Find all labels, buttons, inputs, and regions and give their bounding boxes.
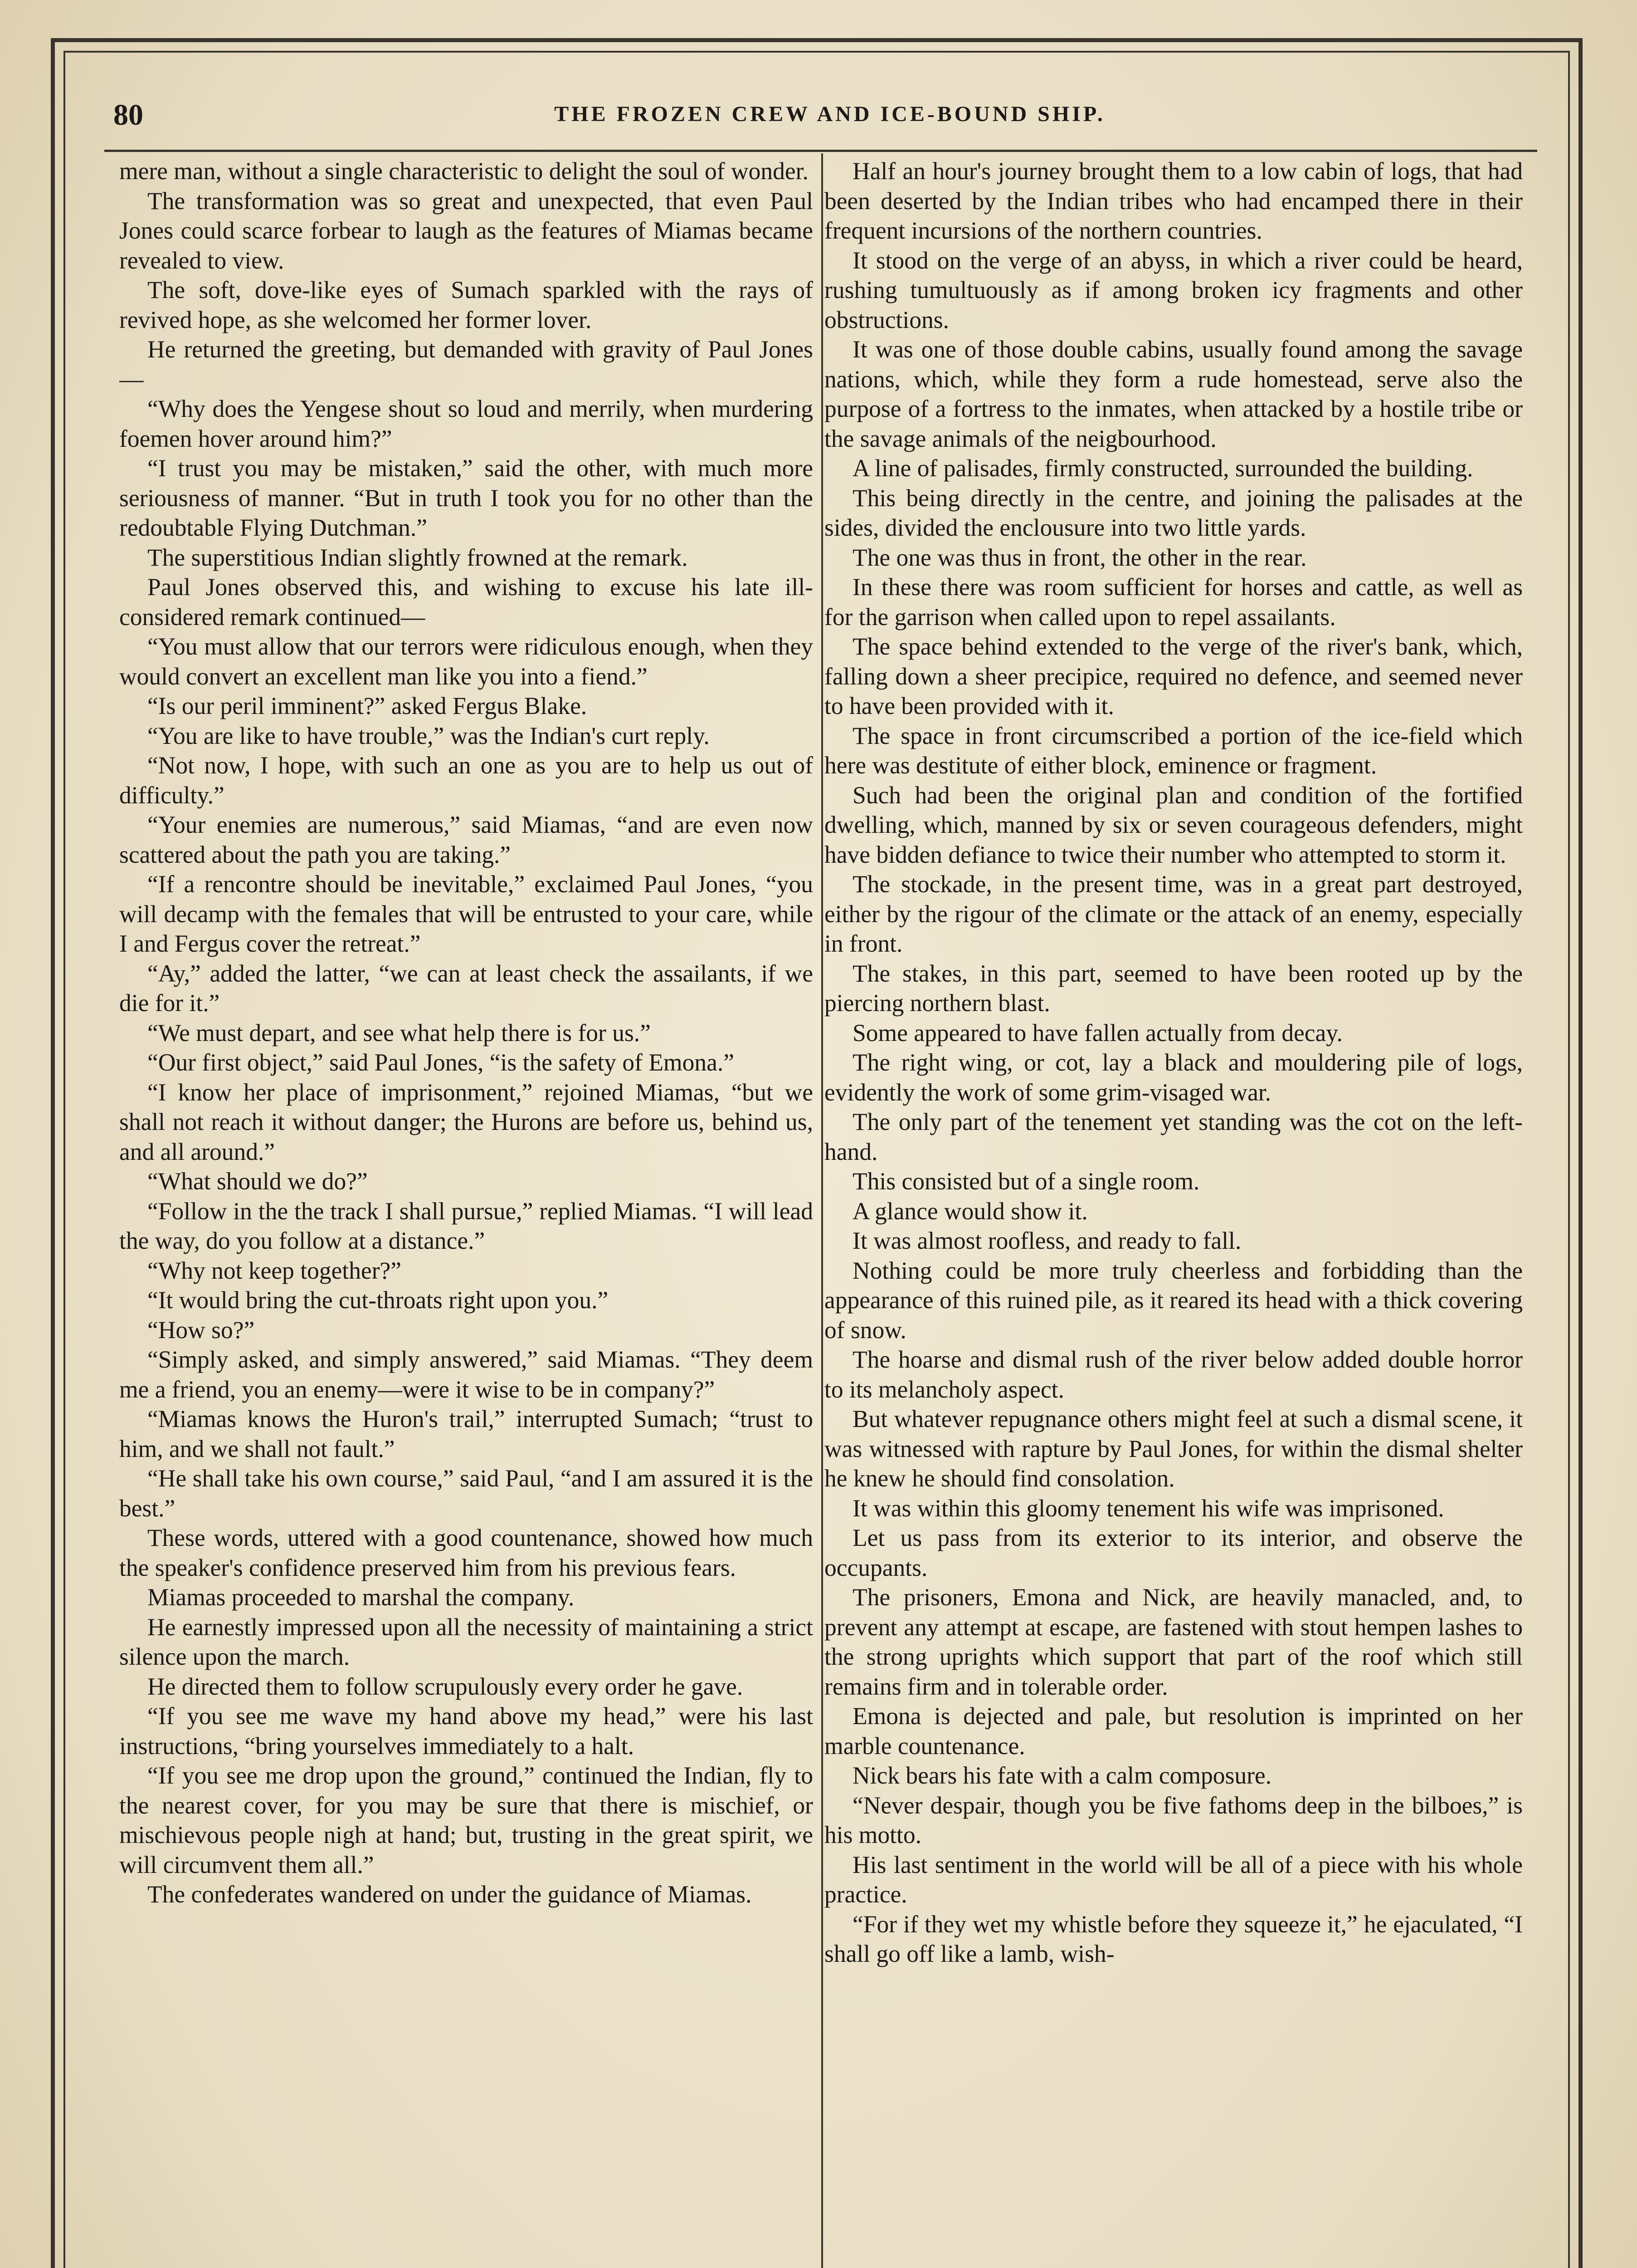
paragraph: The right wing, or cot, lay a black and mouldering pile of logs, evidently the work of some grim-visaged war. (824, 1049, 1523, 1106)
paragraph: “Ay,” added the latter, “we can at least check the assailants, if we die for it.” (119, 959, 813, 1017)
paragraph: mere man, without a single characteristic to delight the soul of wonder. (119, 157, 809, 185)
paragraph: Emona is dejected and pale, but resolution is imprinted on her marble countenance. (824, 1702, 1523, 1760)
running-head: THE FROZEN CREW AND ICE-BOUND SHIP. (554, 102, 1106, 126)
paragraph: The space in front circumscribed a portion of the ice-field which here was destitute of either block, eminence or fragment. (824, 722, 1523, 779)
paragraph: “If a rencontre should be inevitable,” exclaimed Paul Jones, “you will decamp with the females that will be entrusted to your care, while I and Fergus cover the retreat.” (119, 870, 813, 957)
paragraph: “Is our peril imminent?” asked Fergus Blake. (147, 692, 587, 719)
paragraph: “Simply asked, and simply answered,” said Miamas. “They deem me a friend, you an enemy—were it wise to be in company?” (119, 1346, 813, 1403)
paragraph: “Our first object,” said Paul Jones, “is the safety of Emona.” (147, 1049, 735, 1076)
paragraph: “Why not keep together?” (147, 1256, 401, 1284)
paragraph: “What should we do?” (147, 1168, 368, 1195)
paragraph: His last sentiment in the world will be all of a piece with his whole practice. (824, 1851, 1523, 1908)
paragraph: “Your enemies are numerous,” said Miamas, “and are even now scattered about the path you are taking.” (119, 811, 813, 868)
paragraph: Nick bears his fate with a calm composure. (853, 1762, 1272, 1789)
page-header (113, 98, 1546, 139)
paragraph: A line of palisades, firmly constructed, surrounded the building. (853, 455, 1473, 482)
paragraph: This consisted but of a single room. (853, 1168, 1200, 1195)
paragraph: Some appeared to have fallen actually from decay. (853, 1019, 1343, 1046)
paragraph: “Why does the Yengese shout so loud and merrily, when murdering foemen hover around him?” (119, 395, 813, 452)
paragraph: “Not now, I hope, with such an one as you are to help us out of difficulty.” (119, 752, 813, 809)
paragraph: Let us pass from its exterior to its interior, and observe the occupants. (824, 1524, 1523, 1581)
paragraph: The prisoners, Emona and Nick, are heavily manacled, and, to prevent any attempt at escape, are fastened with stout hempen lashes to the strong uprights which support that part of the roof which still remains firm and in tolerable order. (824, 1584, 1523, 1700)
paragraph: It stood on the verge of an abyss, in which a river could be heard, rushing tumultuously as if among broken icy fragments and other obstructions. (824, 246, 1523, 333)
paragraph: He returned the greeting, but demanded with gravity of Paul Jones— (119, 336, 813, 393)
paragraph: The hoarse and dismal rush of the river below added double horror to its melancholy aspect. (824, 1346, 1523, 1403)
paragraph: The stockade, in the present time, was in a great part destroyed, either by the rigour of the climate or the attack of an enemy, especially in front. (824, 870, 1523, 957)
paragraph: “You must allow that our terrors were ridiculous enough, when they would convert an excellent man like you into a fiend.” (119, 633, 813, 690)
paragraph: It was one of those double cabins, usually found among the savage nations, which, while they form a rude homestead, serve also the purpose of a fortress to the inmates, when attacked by a hostile tribe or the savage animals of the neigbourhood. (824, 336, 1523, 452)
paragraph: “You are like to have trouble,” was the Indian's curt reply. (147, 722, 710, 749)
paragraph: Paul Jones observed this, and wishing to excuse his late ill-considered remark continued— (119, 573, 813, 631)
paragraph: “How so?” (147, 1316, 255, 1344)
paragraph: “He shall take his own course,” said Paul, “and I am assured it is the best.” (119, 1465, 813, 1522)
paragraph: “Never despair, though you be five fathoms deep in the bilboes,” is his motto. (824, 1791, 1523, 1848)
paragraph: The only part of the tenement yet standing was the cot on the left-hand. (824, 1108, 1523, 1165)
paragraph: Such had been the original plan and condition of the fortified dwelling, which, manned by six or seven courageous defenders, might have bidden defiance to twice their number who attempted to storm it. (824, 781, 1523, 868)
paragraph: The confederates wandered on under the guidance of Miamas. (147, 1881, 752, 1908)
paragraph: “I know her place of imprisonment,” rejoined Miamas, “but we shall not reach it without danger; the Hurons are before us, behind us, and all around.” (119, 1078, 813, 1165)
paragraph: “We must depart, and see what help there is for us.” (147, 1019, 651, 1046)
column-divider (821, 153, 823, 2268)
paragraph: “It would bring the cut-throats right upon you.” (147, 1286, 609, 1314)
paragraph: “I trust you may be mistaken,” said the other, with much more seriousness of manner. “But in truth I took you for no other than the redoubtable Flying Dutchman.” (119, 455, 813, 541)
paragraph: A glance would show it. (853, 1197, 1088, 1225)
paragraph: This being directly in the centre, and joining the palisades at the sides, divided the enclousure into two little yards. (824, 484, 1523, 541)
paragraph: The stakes, in this part, seemed to have been rooted up by the piercing northern blast. (824, 959, 1523, 1017)
paragraph: “Follow in the the track I shall pursue,” replied Miamas. “I will lead the way, do you follow at a distance.” (119, 1197, 813, 1254)
paragraph: Half an hour's journey brought them to a low cabin of logs, that had been deserted by the Indian tribes who had encamped there in their frequent incursions of the northern countries. (824, 157, 1523, 244)
paragraph: It was almost roofless, and ready to fall. (853, 1227, 1242, 1254)
header-rule (104, 150, 1537, 152)
page-number: 80 (113, 98, 143, 132)
paragraph: The space behind extended to the verge of the river's bank, which, falling down a sheer precipice, required no defence, and seemed never to have been provided with it. (824, 633, 1523, 719)
paragraph: The transformation was so great and unexpected, that even Paul Jones could scarce forbear to laugh as the features of Miamas became revealed to view. (119, 187, 813, 274)
paragraph: “For if they wet my whistle before they squeeze it,” he ejaculated, “I shall go off like a lamb, wish- (824, 1910, 1523, 1967)
right-column (824, 156, 1523, 2268)
paragraph: “Miamas knows the Huron's trail,” interrupted Sumach; “trust to him, and we shall not fault.” (119, 1405, 813, 1462)
paragraph: The soft, dove-like eyes of Sumach sparkled with the rays of revived hope, as she welcomed her former lover. (119, 276, 813, 333)
paragraph: He directed them to follow scrupulously every order he gave. (147, 1672, 743, 1700)
paragraph: These words, uttered with a good countenance, showed how much the speaker's confidence preserved him from his previous fears. (119, 1524, 813, 1581)
paragraph: He earnestly impressed upon all the necessity of maintaining a strict silence upon the march. (119, 1613, 813, 1670)
paragraph: “If you see me wave my hand above my head,” were his last instructions, “bring yourselves immediately to a halt. (119, 1702, 813, 1760)
paragraph: The one was thus in front, the other in the rear. (853, 543, 1307, 571)
paragraph: In these there was room sufficient for horses and cattle, as well as for the garrison when called upon to repel assailants. (824, 573, 1523, 631)
paragraph: “If you see me drop upon the ground,” continued the Indian, fly to the nearest cover, for you may be sure that there is mischief, or mischievous people nigh at hand; but, trusting in the great spirit, we will circumvent them all.” (119, 1762, 813, 1878)
paragraph: But whatever repugnance others might feel at such a dismal scene, it was witnessed with rapture by Paul Jones, for within the dismal shelter he knew he should find consolation. (824, 1405, 1523, 1492)
paragraph: Nothing could be more truly cheerless and forbidding than the appearance of this ruined pile, as it reared its head with a thick covering of snow. (824, 1256, 1523, 1344)
paragraph: Miamas proceeded to marshal the company. (147, 1584, 575, 1611)
paragraph: The superstitious Indian slightly frowned at the remark. (147, 543, 688, 571)
paragraph: It was within this gloomy tenement his wife was imprisoned. (853, 1494, 1444, 1522)
left-column (119, 156, 813, 2268)
